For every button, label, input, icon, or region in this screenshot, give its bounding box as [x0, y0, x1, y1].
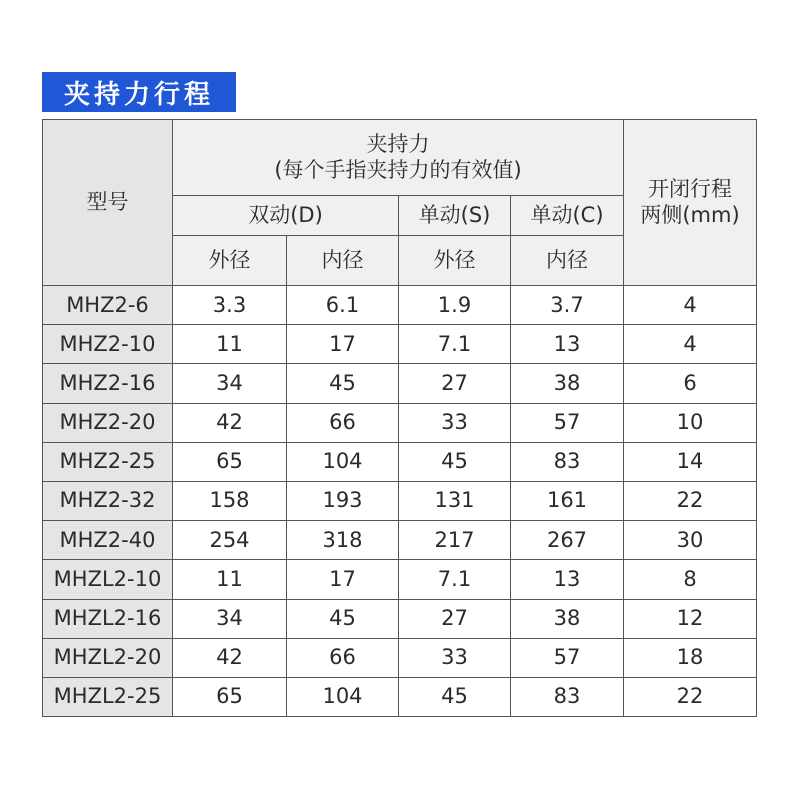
- table-row: [43, 599, 757, 638]
- model-cell: MHZ2-10: [43, 325, 173, 364]
- model-cell: MHZ2-25: [43, 442, 173, 481]
- stroke-cell: 4: [624, 286, 757, 325]
- single-s-outer-cell: 217: [399, 521, 511, 560]
- single-acting-s-header: 单动(S): [399, 196, 511, 236]
- single-c-inner-cell: 83: [511, 442, 624, 481]
- double-inner-cell: 104: [287, 442, 399, 481]
- double-inner-header: 内径: [287, 236, 399, 286]
- double-outer-cell: 65: [173, 442, 287, 481]
- single-c-inner-cell: 267: [511, 521, 624, 560]
- double-outer-cell: 254: [173, 521, 287, 560]
- stroke-cell: 22: [624, 677, 757, 716]
- single-c-inner-cell: 3.7: [511, 286, 624, 325]
- single-c-inner-cell: 57: [511, 638, 624, 677]
- model-cell: MHZ2-40: [43, 521, 173, 560]
- single-c-inner-cell: 38: [511, 599, 624, 638]
- double-acting-header: 双动(D): [173, 196, 399, 236]
- model-cell: MHZL2-16: [43, 599, 173, 638]
- table-row: [43, 364, 757, 403]
- double-inner-cell: 193: [287, 481, 399, 520]
- double-inner-cell: 104: [287, 677, 399, 716]
- table-row: [43, 442, 757, 481]
- stroke-cell: 10: [624, 403, 757, 442]
- gripping-force-subtitle: (每个手指夹持力的有效值): [274, 157, 522, 182]
- double-outer-cell: 42: [173, 403, 287, 442]
- double-inner-cell: 45: [287, 364, 399, 403]
- double-outer-cell: 158: [173, 481, 287, 520]
- table-row: [43, 325, 757, 364]
- stroke-header: [624, 120, 757, 286]
- single-c-inner-cell: 13: [511, 325, 624, 364]
- single-s-outer-cell: 131: [399, 481, 511, 520]
- double-outer-cell: 34: [173, 599, 287, 638]
- double-inner-cell: 45: [287, 599, 399, 638]
- model-cell: MHZ2-6: [43, 286, 173, 325]
- single-s-outer-cell: 1.9: [399, 286, 511, 325]
- double-inner-cell: 318: [287, 521, 399, 560]
- table-header: [43, 120, 757, 286]
- gripping-force-table: [42, 119, 757, 717]
- stroke-title: 开闭行程: [648, 177, 733, 202]
- double-outer-header: 外径: [173, 236, 287, 286]
- stroke-cell: 30: [624, 521, 757, 560]
- double-inner-cell: 6.1: [287, 286, 399, 325]
- single-s-outer-cell: 45: [399, 677, 511, 716]
- single-c-inner-header: 内径: [511, 236, 624, 286]
- table-row: [43, 638, 757, 677]
- double-inner-cell: 17: [287, 560, 399, 599]
- stroke-cell: 8: [624, 560, 757, 599]
- double-outer-cell: 11: [173, 325, 287, 364]
- model-column-header: 型号: [43, 120, 173, 286]
- model-cell: MHZL2-10: [43, 560, 173, 599]
- table-row: [43, 521, 757, 560]
- single-s-outer-cell: 7.1: [399, 325, 511, 364]
- single-s-outer-header: 外径: [399, 236, 511, 286]
- double-outer-cell: 65: [173, 677, 287, 716]
- table-row: [43, 286, 757, 325]
- table-row: [43, 560, 757, 599]
- table-body: [43, 286, 757, 717]
- section-title: 夹持力行程: [42, 72, 236, 112]
- single-c-inner-cell: 161: [511, 481, 624, 520]
- double-inner-cell: 17: [287, 325, 399, 364]
- table-row: [43, 403, 757, 442]
- table-row: [43, 481, 757, 520]
- single-s-outer-cell: 7.1: [399, 560, 511, 599]
- single-c-inner-cell: 13: [511, 560, 624, 599]
- model-cell: MHZ2-32: [43, 481, 173, 520]
- double-outer-cell: 3.3: [173, 286, 287, 325]
- stroke-cell: 22: [624, 481, 757, 520]
- double-inner-cell: 66: [287, 638, 399, 677]
- double-outer-cell: 42: [173, 638, 287, 677]
- stroke-cell: 4: [624, 325, 757, 364]
- single-c-inner-cell: 83: [511, 677, 624, 716]
- single-acting-c-header: 单动(C): [511, 196, 624, 236]
- single-c-inner-cell: 57: [511, 403, 624, 442]
- gripping-force-title: 夹持力: [366, 132, 430, 157]
- single-s-outer-cell: 27: [399, 599, 511, 638]
- model-cell: MHZ2-16: [43, 364, 173, 403]
- stroke-cell: 18: [624, 638, 757, 677]
- single-s-outer-cell: 45: [399, 442, 511, 481]
- stroke-cell: 12: [624, 599, 757, 638]
- double-outer-cell: 34: [173, 364, 287, 403]
- single-s-outer-cell: 33: [399, 403, 511, 442]
- double-inner-cell: 66: [287, 403, 399, 442]
- double-outer-cell: 11: [173, 560, 287, 599]
- model-cell: MHZL2-25: [43, 677, 173, 716]
- stroke-unit: 两侧(mm): [640, 202, 740, 227]
- model-cell: MHZ2-20: [43, 403, 173, 442]
- stroke-cell: 14: [624, 442, 757, 481]
- single-s-outer-cell: 33: [399, 638, 511, 677]
- single-c-inner-cell: 38: [511, 364, 624, 403]
- stroke-cell: 6: [624, 364, 757, 403]
- gripping-force-header: [173, 120, 624, 196]
- model-cell: MHZL2-20: [43, 638, 173, 677]
- single-s-outer-cell: 27: [399, 364, 511, 403]
- table-row: [43, 677, 757, 716]
